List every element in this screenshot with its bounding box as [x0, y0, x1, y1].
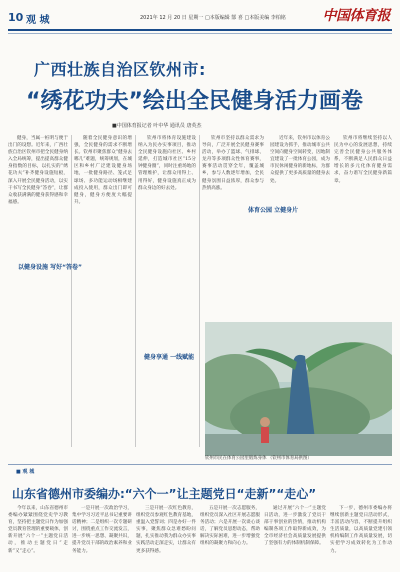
second-article-column-6: [330, 505, 392, 569]
article-headline: “绣花功夫”绘出全民健身活力画卷: [26, 89, 363, 114]
article-column-3: [138, 135, 196, 447]
page-header: [0, 0, 400, 44]
article-column-5: [270, 135, 330, 322]
column-text: 钦州市将体育设施建设纳入为民办实事项目，推动全民健身设施向社区、乡村延伸，打造城市社区“15分钟健身圈”，同时注重场地的管理维护，让群众用得上、用得好，健身设施真正成为群众身边的好去处。: [138, 136, 196, 191]
column-text: 今年以来，山东省德州市委编办紧紧围绕党史学习教育，坚持把主题党日作为加强党员教育管理的重要载体，创新开展“六个一”主题党日活动，推动主题党日“走新”又“走心”。: [8, 506, 68, 554]
article-column-6: [334, 135, 392, 322]
column-text: 一是开展一次政治学习，集中学习习近平总书记重要讲话精神；二是组织一次专题研讨，围绕重点工作交流发言，进一步统一思想、凝聚共识，提升党员干部的政治素养和业务能力。: [72, 506, 132, 554]
subhead-events: 健身享通 一线赋能: [144, 354, 195, 361]
photo-illustration: [205, 322, 392, 456]
section-tag: ■ 观 城: [16, 469, 35, 475]
column-text: 健身，当属一桩明与便于出门的设想。近年来，广西壮族自治区钦州市把全民健身纳入全局统筹，提出提高群众健身指数的目标，以扎实的“绣花功夫”补齐健身设施短板，深入开展全民健身活动，以实干书写全民健身“答卷”，让群众收获满满的健身获得感和幸福感。: [8, 136, 68, 205]
subhead-parks: 体育公园 立健身片: [248, 207, 299, 214]
column-divider: [71, 135, 72, 447]
column-text: 随着全民健身意识的增强，全民健身的需求不断增长。钦州市聚焦群众“健身去哪儿”难题，统筹规划，在城区和乡村广泛建设健身场地，一批健身路径、笼式足球场、多功能运动场相继建成投入使用，群众出门即可健身，健身方便度大幅提升。: [74, 136, 132, 205]
column-divider: [199, 135, 200, 447]
photo-caption: 钦州市民在体育公园里锻炼身体 （钦州市体育局供图）: [205, 456, 312, 461]
article-kicker: 广西壮族自治区钦州市:: [34, 60, 206, 79]
column-divider: [135, 135, 136, 447]
header-rule-thin: [8, 33, 392, 34]
column-text: 下一步，德州市委编办将继续创新主题党日活动形式，丰富活动内容，不断提升组织生活质量，以高质量党建引领机构编制工作高质量发展，切实把学习成效转化为工作动力。: [330, 506, 392, 554]
column-text: 钦州市将继续坚持以人民为中心的发展思想，持续完善全民健身公共服务体系，不断满足人民群众日益增长的多元化体育健身需求，奋力谱写全民健身新篇章。: [334, 136, 392, 184]
article-byline: ■中国体育报记者 叶中华 通讯员 唐英杰: [112, 123, 202, 129]
second-article-headline: 山东省德州市委编办:“六个一”让主题党日“走新”“走心”: [12, 487, 317, 501]
second-article-column-1: [8, 505, 68, 569]
article-column-2: [74, 135, 132, 447]
second-article-column-2: [72, 505, 132, 569]
column-text: 通过开展“六个一”主题党日活动，进一步激发了党员干部干事创业的热情，推动机构编制各项工作取得新成效，为全市经济社会高质量发展提供了坚强有力的体制机制保障。: [264, 506, 326, 547]
newspaper-masthead: 中国体育报: [322, 8, 390, 24]
article-photo: [205, 322, 392, 456]
subhead-facilities: 以健身设施 写好“答卷”: [18, 264, 82, 271]
column-text: 钦州市坚持以群众需求为导向，广泛开展全民健身赛事活动，举办了篮球、气排球、龙舟等多项群众性体育赛事，赛事活动贯穿全年，覆盖城乡，参与人数逐年增加，全民健身氛围日益浓厚，群众参与热情高涨。: [202, 136, 264, 191]
header-rule: [8, 29, 392, 31]
column-text: 五是开展一次志愿服务，组织党员深入社区开展志愿服务活动；六是开展一次谈心谈话，了解党员思想动态，帮助解决实际困难，进一步增强党组织的凝聚力和向心力。: [200, 506, 260, 547]
column-text: 近年来，钦州市以体育公园建设为抓手，推动城市公共空间向健身空间转变，因地制宜建设了一批体育公园，成为市民休闲健身的新地标，为群众提供了更多高质量的健身去处。: [270, 136, 330, 184]
second-article-column-3: [136, 505, 196, 569]
article-column-1: [8, 135, 68, 447]
section-label: 观 城: [26, 15, 50, 26]
page-number: 10: [8, 11, 24, 24]
issue-info: 2021年 12 月 20 日 星期一 □本版编辑 郜 喜 □本版美编 李柏铭: [140, 15, 286, 21]
section-divider: [8, 464, 392, 465]
second-article-column-4: [200, 505, 260, 569]
second-article-column-5: [264, 505, 326, 569]
column-text: 三是开展一次红色教育，组织党员参观红色教育基地，重温入党誓词；四是办好一件实事，聚焦群众急难愁盼问题，扎实推动我为群众办实事实践活动走深走实，让群众有更多获得感。: [136, 506, 196, 554]
